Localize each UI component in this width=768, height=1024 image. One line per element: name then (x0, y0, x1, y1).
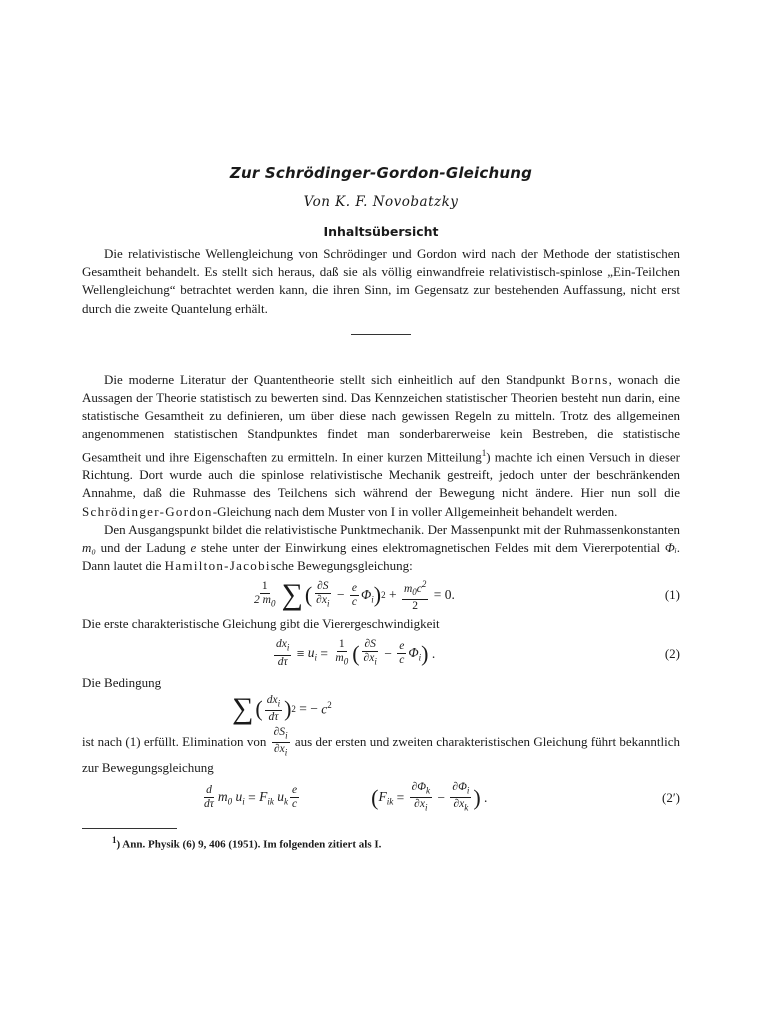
section-separator (351, 334, 411, 335)
equation-number: (2) (664, 645, 680, 661)
paper-title: Zur Schrödinger-Gordon-Gleichung (229, 164, 533, 182)
body-paragraph-3: Die erste charakteristische Gleichung gibt die Vierergeschwindigkeit (82, 616, 440, 632)
abstract-heading: Inhaltsübersicht (323, 224, 439, 239)
equation-number: (1) (664, 587, 680, 603)
body-paragraph-1: Die moderne Literatur der Quantentheorie stellt sich einheitlich auf den Standpunkt Borns, wonach die Aussagen der Theorie statistisch zu bewerten sind. Das Kennzeichen statistischer Theorien besteht nun darin, eine statistische Gesamtheit zu definieren, um über diese nach gewissen Regeln zu mitteln. Trotz des allgemeinen angenommenen statistischen Standpunktes findet man sonderbarerweise kein Bestreben, die statistische Gesamtheit und ihre Eigenschaften zu ermitteln. In einer kurzen Mitteilung$^1$) machte ich einen Versuch in dieser Richtung. Dort wurde auch die spinlose relativistische Mechanik gestreift, jedoch unter der beschränkenden Annahme, daß die Ruhmasse des Teilchens sich während der Bewegung nicht ändere. Hier nun soll die Schrödinger-Gordon-Gleichung nach dem Muster von I in voller Allgemeinheit behandelt werden. (82, 371, 681, 519)
body-paragraph-4: Die Bedingung (82, 674, 162, 690)
footnote-rule (82, 828, 177, 829)
abstract-text: Die relativistische Wellengleichung von Schrödinger und Gordon wird nach der Methode der statistischen Gesamtheit behandelt. Es stellt sich heraus, daß sie als völlig einwandfreie relativistisch-spinlose „Ein-Teilchen Wellengleichung“ betrachtet werden kann, die ihren Sinn, im Gegensatz zur bestehenden Auffassung, nicht erst durch die zweite Quantelung erhält. (82, 246, 680, 316)
equation-condition: ∑ ( $\frac{dx_i}{d\tau}$ ) 2 = − $c^2$ (232, 691, 332, 725)
equation-1: $\frac{1}{2 m_0}$ ∑ ( $\frac{\partial S}{\partial x_i}$ − $\frac{e}{c}$ $\Phi_i$ ) 2 + $\frac{m_0c^2}{2}$ = 0. (1) (254, 578, 680, 612)
body-paragraph-2: Den Ausgangspunkt bildet die relativistische Punktmechanik. Der Massenpunkt mit der Ruhmassenkonstanten m₀ und der Ladung e stehe unter der Einwirkung eines elektromagnetischen Feldes mit dem Viererpotential Φᵢ. Dann lautet die Hamilton-Jacobische Bewegungsgleichung: (82, 521, 681, 574)
footnote-ref: 1 (481, 447, 487, 458)
equation-number: (2′) (661, 789, 680, 805)
footnote: $^1$) Ann. Physik (6) 9, 406 (1951). Im folgenden zitiert als I. (112, 834, 382, 851)
equation-2-prime: $\frac{d}{d\tau}$ $m_0$ $u_i$ = $F_{ik}$ $u_k$ $\frac{e}{c}$ ( $F_{ik}$ = $\frac{\partial\Phi_k}{\partial x_i}$ − $\frac{\partial\Phi_i}{\partial x_k}$ ) . (2′) (204, 780, 680, 813)
equation-2: $\frac{dx_i}{d\tau}$ ≡ $u_i$ = $\frac{1}{m_0}$ ( $\frac{\partial S}{\partial x_i}$ − $\frac{e}{c}$ $\Phi_i$ ) . (2) (276, 638, 680, 668)
body-paragraph-5: ist nach (1) erfüllt. Elimination von $\frac{\partial S_i}{\partial x_i}$ aus der ersten und zweiten charakteristischen Gleichung führt bekanntlich zur Bewegungsgleichung (82, 725, 680, 776)
author-line: Von K. F. Novobatzky (303, 194, 459, 210)
paper-page (82, 160, 680, 850)
